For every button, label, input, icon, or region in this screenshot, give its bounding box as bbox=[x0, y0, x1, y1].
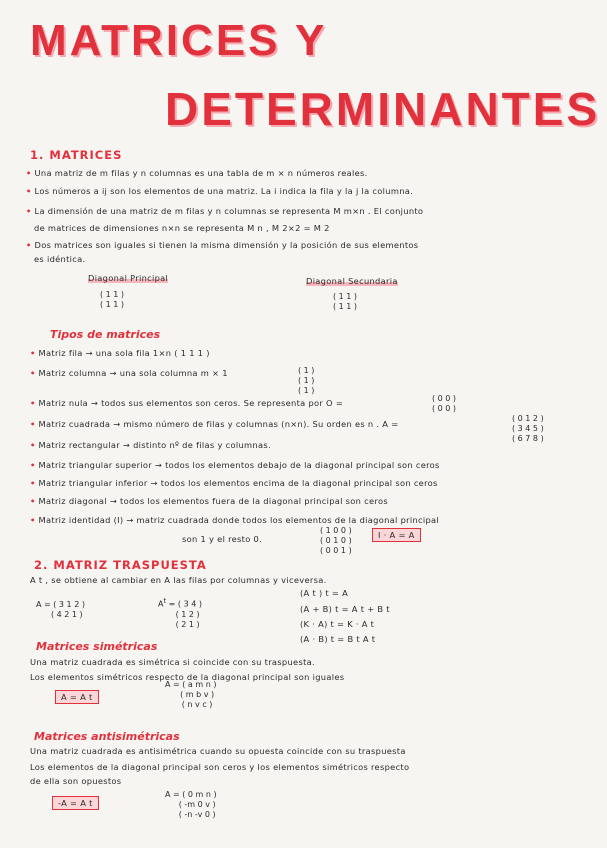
diagonal-principal-label: Diagonal Principal bbox=[88, 273, 169, 283]
prop-4: (A · B) t = B t A t bbox=[300, 634, 376, 644]
antisymmetric-heading: Matrices antisimétricas bbox=[34, 730, 180, 743]
types-heading: Tipos de matrices bbox=[50, 328, 161, 341]
bullet-2: Los números a ij son los elementos de una matriz. La i indica la fila y la j la columna. bbox=[34, 186, 414, 196]
bullet-3: La dimensión de una matriz de m filas y n columnas se representa M m×n . El conjunto bbox=[34, 206, 424, 216]
title-line-2: DETERMINANTES bbox=[165, 83, 601, 135]
matrix-columna: ( 1 ) ( 1 ) ( 1 ) bbox=[298, 366, 315, 395]
type-triangular-superior: Matriz triangular superior → todos los elementos debajo de la diagonal principal son ceros bbox=[38, 460, 440, 470]
symmetric-line-1: Una matriz cuadrada es simétrica si coincide con su traspuesta. bbox=[30, 657, 315, 667]
matrix-nula: ( 0 0 ) ( 0 0 ) bbox=[432, 394, 457, 413]
identity-property-box: I · A = A bbox=[372, 528, 421, 542]
symmetric-box: A = A t bbox=[55, 690, 99, 704]
matrix-antisymmetric-example: A = ( 0 m n ) ( -m 0 v ) ( -n -v 0 ) bbox=[165, 790, 217, 819]
type-rectangular: Matriz rectangular → distinto nº de filas y columnas. bbox=[38, 440, 271, 450]
symmetric-heading: Matrices simétricas bbox=[36, 640, 158, 653]
prop-3: (K · A) t = K · A t bbox=[300, 619, 375, 629]
symmetric-line-2: Los elementos simétricos respecto de la diagonal principal son iguales bbox=[30, 672, 345, 682]
matrix-identidad: ( 1 0 0 ) ( 0 1 0 ) ( 0 0 1 ) bbox=[320, 526, 352, 555]
type-nula: Matriz nula → todos sus elementos son ceros. Se representa por O = bbox=[38, 398, 344, 408]
type-triangular-inferior: Matriz triangular inferior → todos los elementos encima de la diagonal principal son ceros bbox=[38, 478, 438, 488]
bullet-4-cont: es idéntica. bbox=[34, 254, 86, 264]
matrix-symmetric-example: A = ( a m n ) ( m b v ) ( n v c ) bbox=[165, 680, 217, 709]
type-identidad-cont: son 1 y el resto 0. bbox=[182, 534, 263, 544]
traspuesta-definition: A t , se obtiene al cambiar en A las filas por columnas y viceversa. bbox=[30, 575, 327, 585]
notes-page: MATRICES Y DETERMINANTES 1. MATRICES • Una matriz de m filas y n columnas es una tabla de m × n números reales. • Los números a ij son los elementos de una matriz. La i indica la fila y la j la columna. • La dimensión de una matriz de m filas y n columnas se representa M m×n . El conjunto de matrices de dimensiones n×n se representa M n , M 2×2 = M 2 • Dos matrices son iguales si tienen la misma dimensión y la posición de sus elementos es idéntica. Diagonal Principal ( 1 1 ) ( 1 1 ) Diagonal Secundaria ( 1 1 ) ( 1 1 ) Tipos de matrices • Matriz fila → una sola fila 1×n ( 1 1 1 ) • Matriz columna → una sola columna m × 1 ( 1 ) ( 1 ) ( 1 ) • Matriz nula → todos sus elementos son ceros. Se representa por O = ( 0 0 ) ( 0 0 ) • Matriz cuadrada → mismo número de filas y columnas (n×n). Su orden es n . A = ( 0 1 2 ) ( 3 4 5 ) ( 6 7 8 ) • Matriz rectangular → distinto nº de filas y columnas. • Matriz triangular superior → todos los elementos debajo de la diagonal principal son ceros • Matriz triangular inferior → todos los elementos encima de la diagonal principal son ceros • Matriz diagonal → todos los elementos fuera de la diagonal principal son ceros • Matriz identidad (I) → matriz cuadrada donde todos los elementos de la diagonal principal son 1 y el resto 0. ( 1 0 0 ) ( 0 1 0 ) ( 0 0 1 ) I · A = A 2. MATRIZ TRASPUESTA A t , se obtiene al cambiar en A las filas por columnas y viceversa. A = ( 3 1 2 ) ( 4 2 1 ) $A^t$ = ( 3 4 ) ( 1 2 ) ( 2 1 ) (A t ) t = A (A + B) t = A t + B t (K · A) t = K · A t (A · B) t = B t A t Matrices simétricas Una matriz cuadrada es simétrica si coincide con su traspuesta. Los elementos simétricos respecto de la diagonal principal son iguales A = A t A = ( a m n ) ( m b v ) ( n v c ) Matrices antisimétricas Una matriz cuadrada es antisimétrica cuando su opuesta coincide con su traspuesta Los elementos de la diagonal principal son ceros y los elementos simétricos respecto de ella son opuestos -A = A t A = ( 0 m n ) ( -m 0 v ) ( -n -v 0 ) bbox=[26, 16, 601, 819]
bullet-3-cont: de matrices de dimensiones n×n se representa M n , M 2×2 = M 2 bbox=[34, 223, 330, 233]
matrix-a-example: A = ( 3 1 2 ) ( 4 2 1 ) bbox=[36, 600, 85, 619]
antisymmetric-box: -A = A t bbox=[52, 796, 99, 810]
antisymmetric-line-3: de ella son opuestos bbox=[30, 776, 122, 786]
antisymmetric-line-2: Los elementos de la diagonal principal son ceros y los elementos simétricos respecto bbox=[30, 762, 410, 772]
antisymmetric-line-1: Una matriz cuadrada es antisimétrica cuando su opuesta coincide con su traspuesta bbox=[30, 746, 406, 756]
type-cuadrada: Matriz cuadrada → mismo número de filas y columnas (n×n). Su orden es n . A = bbox=[38, 419, 399, 429]
matrix-diagonal-principal: ( 1 1 ) ( 1 1 ) bbox=[100, 290, 125, 309]
matrix-cuadrada: ( 0 1 2 ) ( 3 4 5 ) ( 6 7 8 ) bbox=[512, 414, 544, 443]
type-identidad: Matriz identidad (I) → matriz cuadrada donde todos los elementos de la diagonal principal bbox=[38, 515, 440, 525]
matrix-diagonal-secundaria: ( 1 1 ) ( 1 1 ) bbox=[333, 292, 358, 311]
type-columna: Matriz columna → una sola columna m × 1 bbox=[38, 368, 228, 378]
prop-2: (A + B) t = A t + B t bbox=[300, 604, 390, 614]
section-2-heading: 2. MATRIZ TRASPUESTA bbox=[34, 558, 207, 572]
title-line-1: MATRICES Y bbox=[30, 16, 328, 65]
bullet-4: Dos matrices son iguales si tienen la misma dimensión y la posición de sus elementos bbox=[34, 240, 419, 250]
matrix-a-transposed-example: $A^t$ = ( 3 4 ) ( 1 2 ) ( 2 1 ) bbox=[158, 597, 202, 629]
type-diagonal: Matriz diagonal → todos los elementos fuera de la diagonal principal son ceros bbox=[38, 496, 388, 506]
section-1-heading: 1. MATRICES bbox=[30, 148, 123, 162]
bullet-1: Una matriz de m filas y n columnas es una tabla de m × n números reales. bbox=[34, 168, 368, 178]
type-fila: Matriz fila → una sola fila 1×n ( 1 1 1 ) bbox=[38, 348, 210, 358]
diagonal-secundaria-label: Diagonal Secundaria bbox=[306, 276, 398, 286]
prop-1: (A t ) t = A bbox=[300, 588, 349, 598]
